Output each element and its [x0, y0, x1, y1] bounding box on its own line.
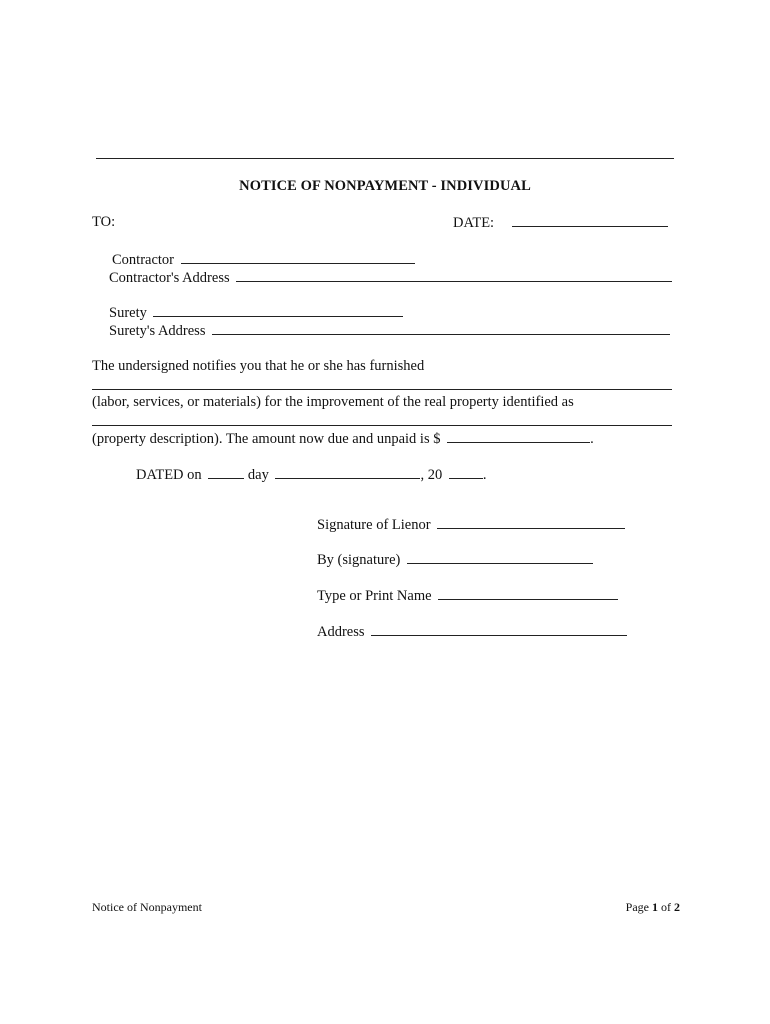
signature-lienor-label: Signature of Lienor [317, 517, 431, 533]
footer-left: Notice of Nonpayment [92, 900, 202, 914]
by-signature-row [317, 550, 593, 569]
contractor-address-field[interactable] [236, 268, 672, 282]
contractor-row [112, 250, 415, 269]
address-field[interactable] [371, 622, 627, 636]
surety-address-label: Surety's Address [109, 323, 206, 339]
contractor-address-row [109, 268, 672, 287]
page-of: of [661, 900, 671, 914]
amount-field[interactable] [447, 429, 590, 443]
print-name-field[interactable] [438, 586, 618, 600]
dated-month-field[interactable] [275, 465, 420, 479]
body-line-3-end: . [590, 431, 594, 447]
page-prefix: Page [625, 900, 649, 914]
address-label: Address [317, 624, 365, 640]
contractor-address-label: Contractor's Address [109, 270, 230, 286]
surety-address-row [109, 321, 670, 340]
date-field[interactable] [512, 213, 668, 227]
dated-end: . [482, 467, 487, 483]
to-label: TO: [92, 214, 116, 230]
property-field[interactable] [92, 425, 672, 426]
surety-address-field[interactable] [212, 321, 670, 335]
contractor-label: Contractor [112, 252, 175, 268]
date-label: DATE: [453, 215, 495, 231]
page-current: 1 [652, 900, 658, 914]
print-name-row [317, 586, 618, 605]
surety-label: Surety [109, 305, 147, 321]
furnished-field[interactable] [92, 389, 672, 390]
body-line-3-row [92, 429, 594, 448]
dated-row [136, 465, 486, 484]
date-row [453, 213, 668, 232]
signature-lienor-row [317, 515, 625, 534]
dated-day-label: day [247, 467, 269, 483]
body-line-1: The undersigned notifies you that he or she has furnished [92, 358, 425, 374]
dated-year-prefix: , 20 [420, 467, 443, 483]
page-total: 2 [674, 900, 680, 914]
address-row [317, 622, 627, 641]
by-signature-field[interactable] [407, 550, 593, 564]
top-rule [96, 158, 674, 159]
dated-year-field[interactable] [449, 465, 483, 479]
by-signature-label: By (signature) [317, 552, 401, 568]
surety-field[interactable] [153, 303, 403, 317]
body-line-2: (labor, services, or materials) for the improvement of the real property identified as [92, 394, 574, 410]
contractor-field[interactable] [181, 250, 415, 264]
dated-day-field[interactable] [208, 465, 244, 479]
body-line-3: (property description). The amount now due and unpaid is $ [92, 431, 441, 447]
document-title: NOTICE OF NONPAYMENT - INDIVIDUAL [239, 178, 531, 194]
surety-row [109, 303, 403, 322]
signature-lienor-field[interactable] [437, 515, 625, 529]
print-name-label: Type or Print Name [317, 588, 432, 604]
dated-prefix: DATED on [136, 467, 202, 483]
page-number [626, 900, 680, 914]
